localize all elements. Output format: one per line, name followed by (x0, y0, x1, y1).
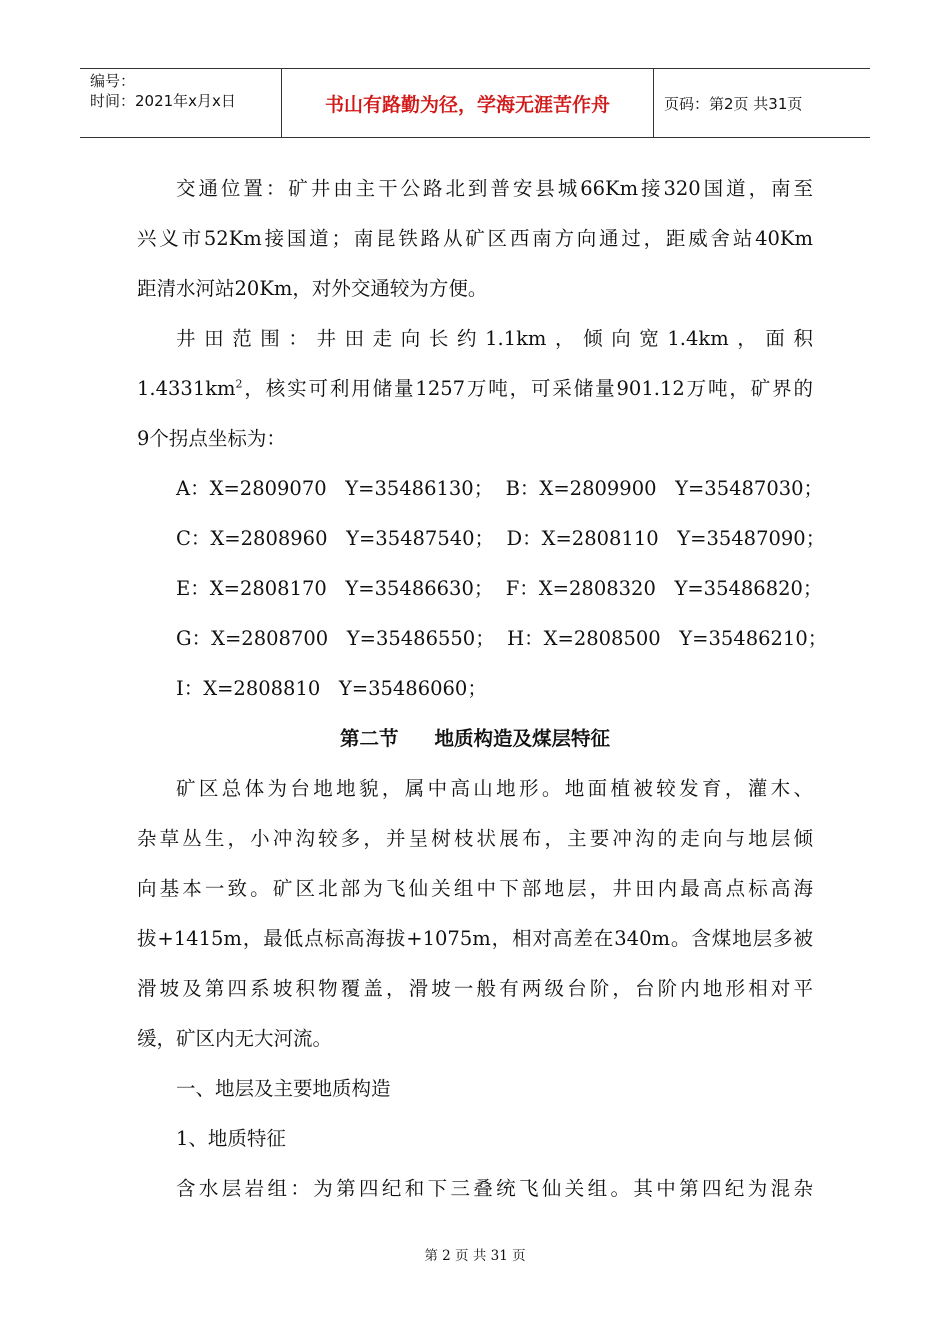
coordinate-row: I：X=2808810 Y=35486060； (176, 677, 487, 700)
header-motto: 书山有路勤为径，学海无涯苦作舟 (282, 69, 654, 137)
paragraph-line: 拔+1415m，最低点标高海拔+1075m，相对高差在340m。含煤地层多被 (137, 927, 813, 950)
paragraph-line: 杂草丛生，小冲沟较多，并呈树枝状展布，主要冲沟的走向与地层倾 (137, 827, 813, 850)
paragraph-line: 缓，矿区内无大河流。 (137, 1027, 333, 1050)
paragraph-line: 交通位置：矿井由主干公路北到普安县城66Km接320国道，南至 (176, 177, 813, 200)
subheading: 1、地质特征 (176, 1127, 286, 1150)
section-name: 地质构造及煤层特征 (434, 727, 611, 750)
paragraph-line: 距清水河站20Km，对外交通较为方便。 (137, 277, 488, 300)
coordinate-row: C：X=2808960 Y=35487540； D：X=2808110 Y=35487090； (176, 527, 826, 550)
paragraph-line: 矿区总体为台地地貌，属中高山地形。地面植被较发育，灌木、 (176, 777, 813, 800)
document-header (80, 68, 870, 138)
paragraph-line: 滑坡及第四系坡积物覆盖，滑坡一般有两级台阶，台阶内地形相对平 (137, 977, 813, 1000)
area-superscript: 2 (235, 377, 243, 391)
paragraph-line (137, 364, 813, 414)
coordinate-row: E：X=2808170 Y=35486630； F：X=2808320 Y=35486820； (176, 577, 823, 600)
subheading: 一、地层及主要地质构造 (176, 1077, 391, 1100)
coordinate-row: G：X=2808700 Y=35486550； H：X=2808500 Y=35486210； (176, 627, 828, 650)
header-page-info: 页码：第2页 共31页 (664, 94, 803, 113)
section-heading (137, 714, 813, 764)
paragraph-line: 兴义市52Km接国道；南昆铁路从矿区西南方向通过，距威舍站40Km (137, 227, 813, 250)
paragraph-line: 9个拐点坐标为： (137, 427, 286, 450)
section-number: 第二节 (339, 727, 399, 750)
paragraph-line: 含水层岩组：为第四纪和下三叠统飞仙关组。其中第四纪为混杂 (176, 1177, 813, 1200)
time-label: 时间：2021年x月x日 (90, 92, 236, 110)
paragraph-line: 井田范围：井田走向长约1.1km，倾向宽1.4km，面积 (176, 327, 813, 350)
coordinate-row: A：X=2809070 Y=35486130； B：X=2809900 Y=35487030； (176, 477, 824, 500)
number-label: 编号： (90, 72, 136, 90)
reserve-text: ，核实可利用储量1257万吨，可采储量901.12万吨，矿界的 (242, 377, 813, 400)
header-meta (80, 69, 282, 137)
page-footer: 第 2 页 共 31 页 (424, 1248, 526, 1264)
document-body (137, 164, 828, 1214)
paragraph-line: 向基本一致。矿区北部为飞仙关组中下部地层，井田内最高点标高海 (137, 877, 813, 900)
area-value: 1.4331km (137, 377, 236, 400)
